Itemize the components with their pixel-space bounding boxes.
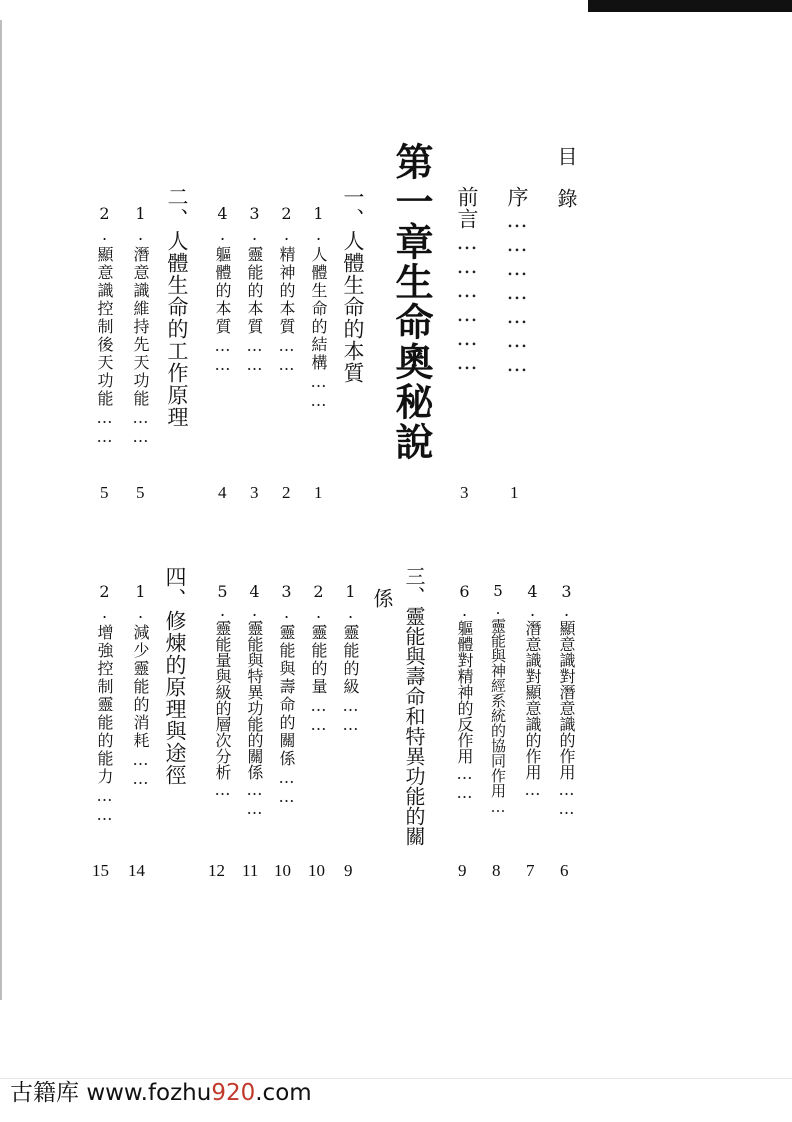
leader-dots: ……: [309, 372, 328, 410]
toc-entry[interactable]: [214, 204, 230, 374]
leader-dots: …: [213, 780, 232, 799]
page-number: 9: [458, 861, 467, 880]
toc-entry[interactable]: [214, 582, 230, 799]
leader-dots: ……: [341, 696, 360, 734]
toc-entry-label: 前言: [455, 186, 479, 230]
url-prefix: www.fozhu: [86, 1080, 212, 1106]
section-heading: 二、人體生命的工作原理: [165, 186, 189, 428]
footer-divider: [0, 1078, 792, 1079]
toc-entry-label: 3.靈能與壽命的關係: [277, 582, 296, 768]
page-number: 4: [218, 483, 227, 502]
toc-entry[interactable]: [132, 204, 148, 446]
leader-dots: ………………: [455, 230, 479, 374]
page-number: 10: [274, 861, 291, 880]
section-heading: 四、修煉的原理與途徑: [163, 566, 187, 786]
toc-entry[interactable]: [456, 582, 472, 802]
toc-entry-label: 序: [505, 186, 529, 208]
toc-entry-label: 4.潛意識對顯意識的作用: [523, 582, 542, 780]
page-number: 5: [136, 483, 145, 502]
leader-dots: ……: [213, 336, 232, 374]
page-number: 14: [128, 861, 145, 880]
page-number: 8: [492, 861, 501, 880]
toc-entry[interactable]: [132, 582, 148, 788]
leader-dots: ……: [557, 780, 576, 818]
page-number: 2: [282, 483, 291, 502]
page-number: 9: [344, 861, 353, 880]
leader-dots: ……: [95, 408, 114, 446]
toc-entry-label: 4.軀體的本質: [213, 204, 232, 336]
chapter-title: 第一章生命奧秘說: [389, 142, 433, 462]
leader-dots: ……: [245, 336, 264, 374]
site-url: [86, 1080, 311, 1106]
page-number: 15: [92, 861, 109, 880]
leader-dots: ……: [455, 764, 474, 802]
url-suffix: .com: [255, 1080, 312, 1106]
toc-entry-label: 1.潛意識維持先天功能: [131, 204, 150, 408]
page-number: 3: [250, 483, 259, 502]
toc-title: 目錄: [554, 146, 578, 230]
section-heading-continued: 係: [370, 588, 394, 609]
toc-entry-preface[interactable]: [506, 186, 527, 376]
leader-dots: ……: [277, 336, 296, 374]
toc-entry-label: 1.減少靈能的消耗: [131, 582, 150, 750]
page-number: 11: [242, 861, 259, 880]
toc-entry[interactable]: [246, 582, 262, 818]
leader-dots: …: [489, 798, 507, 816]
toc-entry-foreword[interactable]: [456, 186, 477, 374]
toc-entry-label: 1.靈能的級: [341, 582, 360, 696]
site-watermark[interactable]: [10, 1082, 312, 1105]
toc-entry[interactable]: [342, 582, 358, 734]
leader-dots: ……: [309, 696, 328, 734]
page-number: 7: [526, 861, 535, 880]
toc-entry-label: 5.靈能與神經系統的協同作用: [489, 582, 507, 798]
toc-entry[interactable]: [524, 582, 540, 799]
page-number: 1: [314, 483, 323, 502]
leader-dots: ……: [131, 750, 150, 788]
toc-entry[interactable]: [96, 204, 112, 446]
toc-entry[interactable]: [246, 204, 262, 374]
page-number: 3: [460, 483, 469, 502]
page-number: 5: [100, 483, 109, 502]
page-number: 1: [510, 483, 519, 502]
section-heading: 三、靈能與壽命和特異功能的關: [402, 566, 426, 846]
toc-entry-label: 4.靈能與特異功能的關係: [245, 582, 264, 780]
toc-entry-label: 2.增強控制靈能的能力: [95, 582, 114, 786]
toc-entry[interactable]: [278, 204, 294, 374]
page-number: 12: [208, 861, 225, 880]
leader-dots: ……: [131, 408, 150, 446]
toc-entry-label: 6.軀體對精神的反作用: [455, 582, 474, 764]
toc-entry[interactable]: [278, 582, 294, 806]
toc-entry-label: 2.顯意識控制後天功能: [95, 204, 114, 408]
toc-entry[interactable]: [310, 582, 326, 734]
toc-entry-label: 1.人體生命的結構: [309, 204, 328, 372]
toc-entry-label: 3.顯意識對潛意識的作用: [557, 582, 576, 780]
leader-dots: …………………: [505, 208, 529, 376]
toc-entry[interactable]: [490, 582, 505, 816]
leader-dots: ……: [95, 786, 114, 824]
site-name: 古籍库: [10, 1080, 79, 1106]
toc-entry-label: 2.靈能的量: [309, 582, 328, 696]
leader-dots: …: [523, 780, 542, 799]
toc-entry[interactable]: [96, 582, 112, 824]
toc-entry-label: 5.靈能量與級的層次分析: [213, 582, 232, 780]
toc-entry-label: 3.靈能的本質: [245, 204, 264, 336]
leader-dots: ……: [245, 780, 264, 818]
page-number: 6: [560, 861, 569, 880]
leader-dots: ……: [277, 768, 296, 806]
toc-entry-label: 2.精神的本質: [277, 204, 296, 336]
top-edge-bar: [588, 0, 792, 12]
page-number: 10: [308, 861, 325, 880]
page-left-edge: [0, 20, 2, 1000]
url-accent: 920: [211, 1080, 256, 1106]
toc-entry[interactable]: [310, 204, 326, 410]
section-heading: 一、人體生命的本質: [341, 186, 365, 384]
toc-entry[interactable]: [558, 582, 574, 818]
